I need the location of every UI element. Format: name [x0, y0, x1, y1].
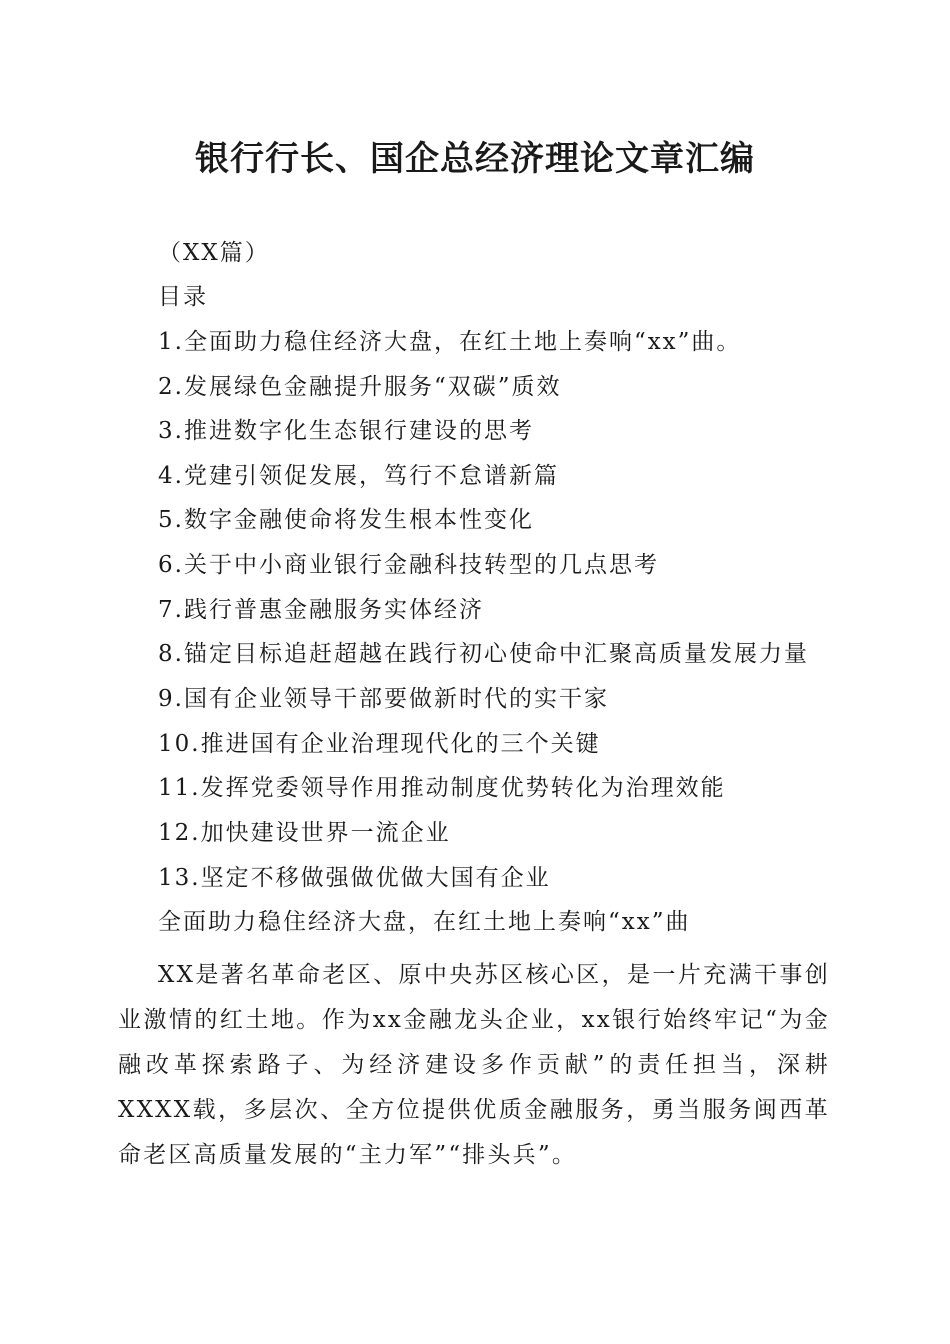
toc-item: 1.全面助力稳住经济大盘，在红土地上奏响“xx”曲。 [158, 329, 742, 355]
toc-item: 6.关于中小商业银行金融科技转型的几点思考 [158, 552, 659, 578]
toc-item: 3.推进数字化生态银行建设的思考 [158, 418, 534, 444]
toc-item: 5.数字金融使命将发生根本性变化 [158, 507, 534, 533]
toc-item: 10.推进国有企业治理现代化的三个关键 [158, 731, 601, 757]
toc-heading: 目录 [158, 284, 208, 310]
article-paragraph: XX是著名革命老区、原中央苏区核心区，是一片充满干事创业激情的红土地。作为xx金融龙头企业，xx银行始终牢记“为金融改革探索路子、为经济建设多作贡献”的责任担当，深耕XXXX载，多层次、全方位提供优质金融服务，勇当服务闽西革命老区高质量发展的“主力军”“排头兵”。 [118, 962, 830, 1168]
toc-item: 12.加快建设世界一流企业 [158, 820, 451, 846]
toc-item: 8.锚定目标追赶超越在践行初心使命中汇聚高质量发展力量 [158, 641, 809, 667]
toc-item: 9.国有企业领导干部要做新时代的实干家 [158, 686, 609, 712]
article-heading: 全面助力稳住经济大盘，在红土地上奏响“xx”曲 [158, 909, 691, 935]
toc-item: 4.党建引领促发展，笃行不怠谱新篇 [158, 463, 559, 489]
document-subtitle: （XX篇） [158, 240, 270, 266]
toc-item: 2.发展绿色金融提升服务“双碳”质效 [158, 374, 562, 400]
document-title: 银行行长、国企总经济理论文章汇编 [195, 139, 755, 179]
toc-item: 13.坚定不移做强做优做大国有企业 [158, 865, 551, 891]
toc-item: 11.发挥党委领导作用推动制度优势转化为治理效能 [158, 775, 726, 801]
toc-item: 7.践行普惠金融服务实体经济 [158, 597, 484, 623]
